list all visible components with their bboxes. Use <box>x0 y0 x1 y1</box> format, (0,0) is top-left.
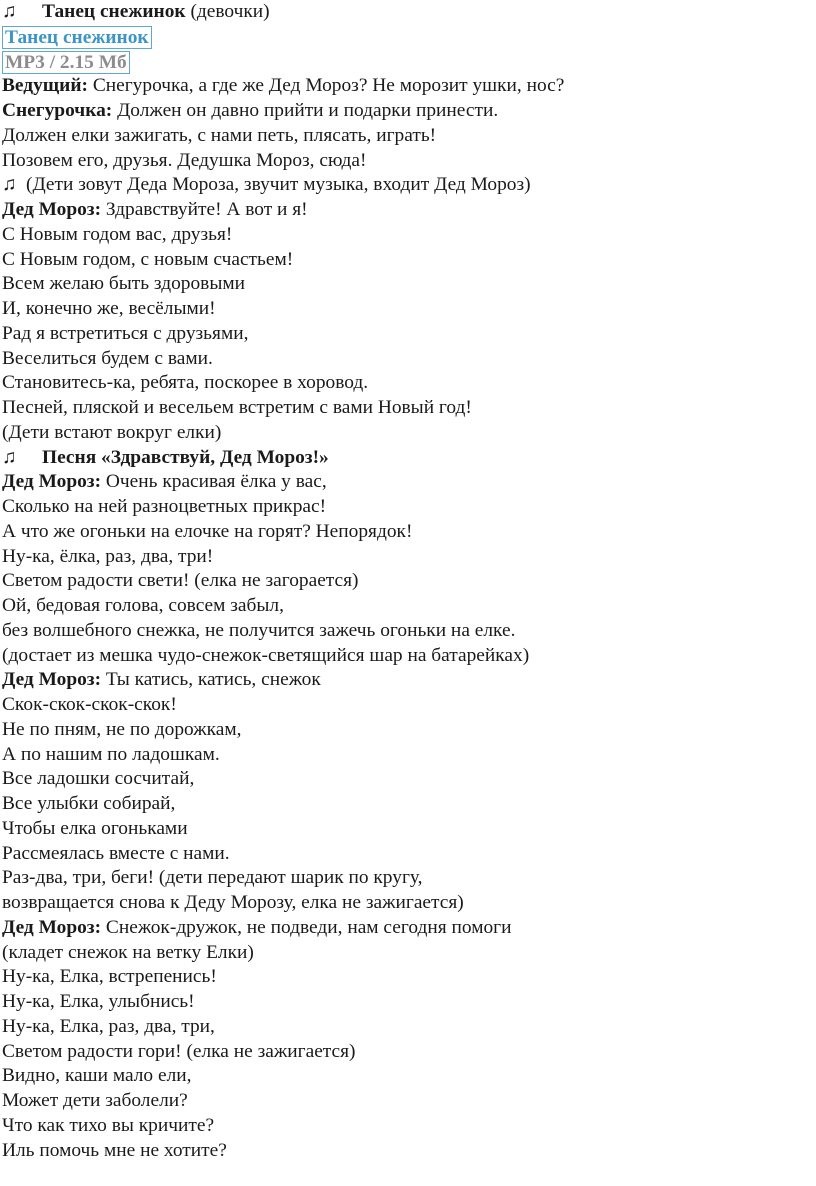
verse-line: возвращается снова к Деду Морозу, елка не зажигается) <box>2 892 464 913</box>
script-line <box>2 198 814 223</box>
verse-line: Рассмеялась вместе с нами. <box>2 842 230 864</box>
speech-text: Позовем его, друзья. Дедушка Мороз, сюда! <box>2 149 367 171</box>
verse-line: Ну-ка, Елка, улыбнись! <box>2 991 195 1012</box>
audio-file-line <box>2 50 814 75</box>
verse-line: Веселиться будем с вами. <box>2 347 213 369</box>
verse-line: без волшебного снежка, не получится зажечь огоньки на елке. <box>2 619 516 641</box>
verse-line: (Дети встают вокруг елки) <box>2 421 222 443</box>
verse-line: Рад я встретиться с друзьями, <box>2 322 249 344</box>
verse-line: А по нашим по ладошкам. <box>2 743 220 765</box>
music-note-icon: ♫ <box>2 446 17 468</box>
dance-subtitle: (девочки) <box>185 1 270 22</box>
speaker-label: Дед Мороз: <box>2 669 102 691</box>
music-note-icon: ♫ <box>2 174 17 196</box>
verse-line: И, конечно же, весёлыми! <box>2 298 216 319</box>
heading-line <box>2 0 814 25</box>
speech-text: Ты катись, катись, снежок <box>101 669 321 691</box>
speech-text: Должен елки зажигать, с нами петь, плясать, играть! <box>2 124 437 146</box>
script-line <box>2 124 814 149</box>
script-line <box>2 74 814 99</box>
speaker-label: Снегурочка: <box>2 100 113 121</box>
speaker-label: Дед Мороз: <box>2 199 102 220</box>
speech-text: Очень красивая ёлка у вас, <box>101 471 327 493</box>
speaker-label: Дед Мороз: <box>2 916 102 938</box>
verse-line: Иль помочь мне не хотите? <box>2 1139 227 1161</box>
song-line <box>2 446 814 471</box>
document-page <box>2 0 814 1163</box>
speech-text: Снежок-дружок, не подведи, нам сегодня помоги <box>101 916 512 938</box>
verse-line: Что как тихо вы кричите? <box>2 1114 215 1136</box>
speech-text: Должен он давно прийти и подарки принести. <box>112 100 499 121</box>
speech-text: Снегурочка, а где же Дед Мороз? Не морозит ушки, нос? <box>87 75 565 97</box>
verse-line: Становитесь-ка, ребята, поскорее в хоровод. <box>2 372 369 394</box>
verse-line: Светом радости свети! (елка не загорается) <box>2 570 359 592</box>
verse-line: Скок-скок-скок-скок! <box>2 694 177 715</box>
verse-line: Раз-два, три, беги! (дети передают шарик по кругу, <box>2 867 423 889</box>
verse-line: Ну-ка, ёлка, раз, два, три! <box>2 545 214 567</box>
speaker-label: Дед Мороз: <box>2 471 102 493</box>
verse-line: Ну-ка, Елка, раз, два, три, <box>2 1015 215 1037</box>
script-line <box>2 470 814 495</box>
verse-line: Ой, бедовая голова, совсем забыл, <box>2 595 284 616</box>
stage-direction-line <box>2 173 814 198</box>
verse-line: Все улыбки собирай, <box>2 793 176 814</box>
script-line <box>2 149 814 174</box>
verse-line: Сколько на ней разноцветных прикрас! <box>2 496 327 517</box>
audio-download-link[interactable]: MP3 / 2.15 Мб <box>2 51 130 74</box>
verse-line: Светом радости гори! (елка не зажигается) <box>2 1040 356 1062</box>
audio-title-line <box>2 25 814 50</box>
song-title: Песня «Здравствуй, Дед Мороз!» <box>42 446 329 468</box>
dance-title: Танец снежинок <box>42 1 186 22</box>
music-note-icon: ♫ <box>2 1 17 22</box>
script-line <box>2 99 814 124</box>
verse-line: Ну-ка, Елка, встрепенись! <box>2 966 217 988</box>
verse-line: (достает из мешка чудо-снежок-светящийся шар на батарейках) <box>2 644 530 666</box>
script-line <box>2 916 814 941</box>
verse-line: С Новым годом, с новым счастьем! <box>2 248 294 270</box>
speech-text: Здравствуйте! А вот и я! <box>101 199 308 220</box>
verse-line: С Новым годом вас, друзья! <box>2 223 233 245</box>
verse-line: Песней, пляской и весельем встретим с вами Новый год! <box>2 397 472 418</box>
speaker-label: Ведущий: <box>2 75 88 97</box>
verse-line: Всем желаю быть здоровыми <box>2 273 246 295</box>
verse-line: Чтобы елка огоньками <box>2 817 188 839</box>
verse-line: А что же огоньки на елочке на горят? Непорядок! <box>2 520 413 542</box>
stage-direction: (Дети зовут Деда Мороза, звучит музыка, входит Дед Мороз) <box>26 174 531 196</box>
verse-line: Видно, каши мало ели, <box>2 1065 192 1087</box>
verse-line: Все ладошки сосчитай, <box>2 768 195 790</box>
verse-line: (кладет снежок на ветку Елки) <box>2 941 254 963</box>
verse-line: Может дети заболели? <box>2 1090 188 1111</box>
audio-title-link[interactable]: Танец снежинок <box>2 26 152 49</box>
verse-line: Не по пням, не по дорожкам, <box>2 718 242 740</box>
script-line <box>2 668 814 693</box>
